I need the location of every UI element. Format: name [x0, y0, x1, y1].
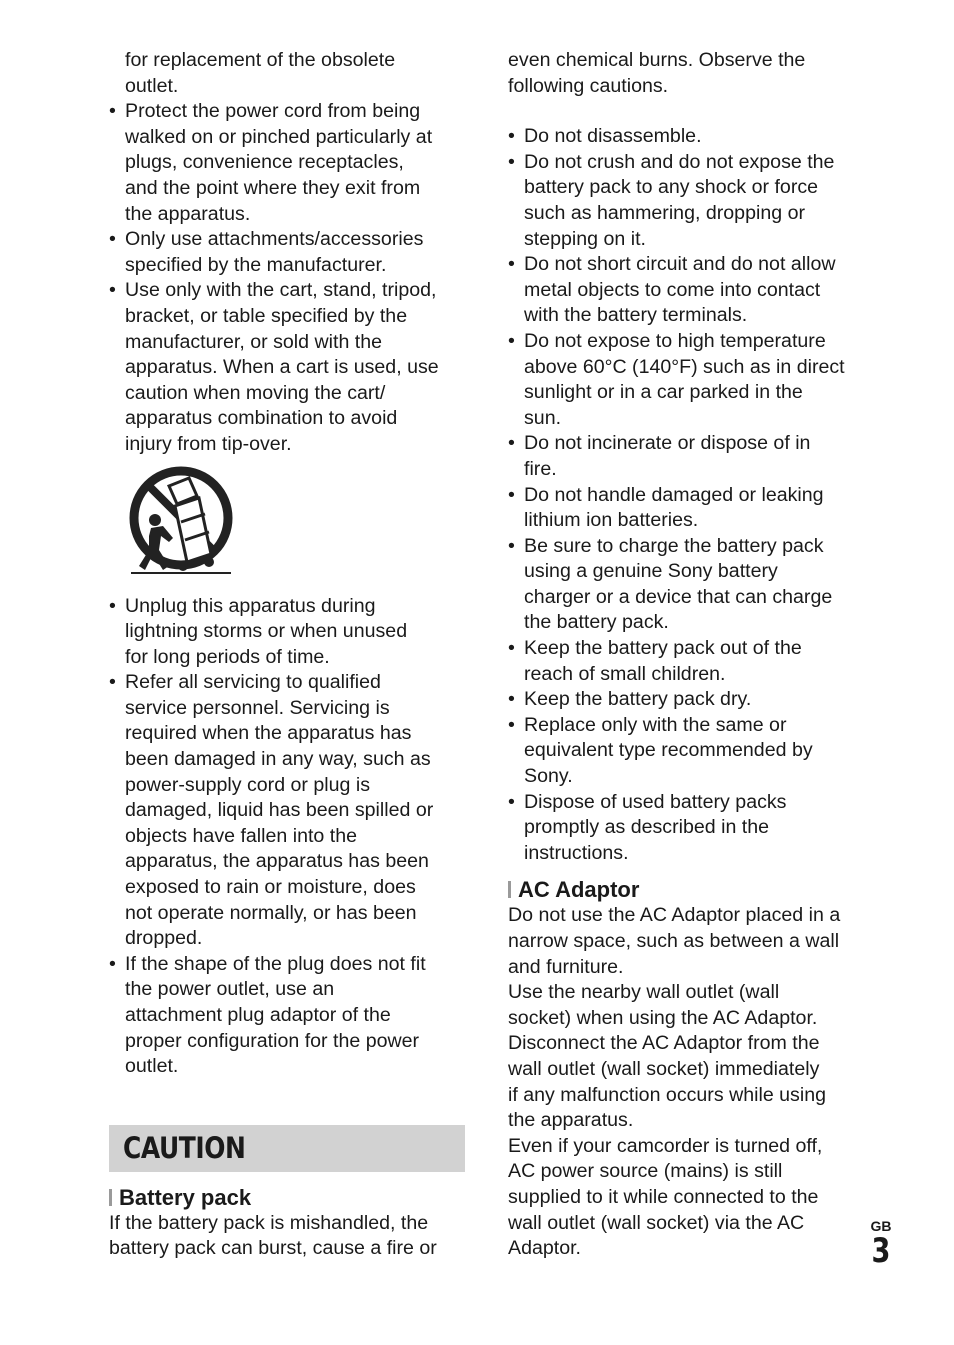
list-item-line: • Dispose of used battery packs	[524, 790, 787, 813]
list-item	[109, 594, 465, 671]
list-item	[508, 124, 864, 150]
list-item-line: above 60°C (140°F) such as in direct	[524, 355, 845, 378]
ac-adaptor-heading	[508, 876, 864, 903]
text-line: if any malfunction occurs while using	[508, 1083, 827, 1106]
list-item	[109, 952, 465, 1080]
list-item	[109, 227, 465, 278]
list-item-line: exposed to rain or moisture, does	[125, 876, 416, 899]
list-item-line: objects have fallen into the	[125, 824, 358, 847]
list-item-line: not operate normally, or has been	[125, 901, 417, 924]
list-item-line: caution when moving the cart/	[125, 381, 386, 404]
list-item-line: • Do not incinerate or dispose of in	[524, 432, 811, 455]
list-item-line: instructions.	[524, 841, 629, 864]
list-item-line: sun.	[524, 406, 562, 429]
list-item	[508, 329, 864, 431]
list-item-line: been damaged in any way, such as	[125, 748, 431, 771]
list-item-line: plugs, convenience receptacles,	[125, 151, 404, 174]
list-item-line: power-supply cord or plug is	[125, 773, 371, 796]
list-item-line: such as hammering, dropping or	[524, 201, 805, 224]
list-item-line: attachment plug adaptor of the	[125, 1004, 391, 1026]
list-item-line: stepping on it.	[524, 227, 647, 250]
list-item-line: specified by the manufacturer.	[125, 253, 387, 276]
list-item-line: apparatus combination to avoid	[125, 407, 398, 430]
list-item-line: • Use only with the cart, stand, tripod,	[125, 279, 437, 302]
list-item-line: the battery pack.	[524, 611, 669, 634]
cart-tip-over-warning-icon	[125, 466, 237, 578]
list-item-line: with the battery terminals.	[524, 304, 748, 327]
text-line: the apparatus.	[508, 1109, 634, 1132]
text-line: AC power source (mains) is still	[508, 1160, 783, 1183]
list-item-line: apparatus, the apparatus has been	[125, 850, 429, 873]
page-label	[868, 1218, 894, 1271]
left-bullet-list-b	[109, 594, 465, 1080]
caution-heading: CAUTION	[123, 1130, 246, 1165]
list-item-line: battery pack to any shock or force	[524, 176, 819, 199]
list-item	[508, 687, 864, 713]
list-item-line: the power outlet, use an	[125, 978, 335, 1001]
caution-banner	[109, 1125, 465, 1172]
text-line: and furniture.	[508, 955, 624, 978]
list-item-line: equivalent type recommended by	[524, 739, 813, 762]
right-intro-text	[508, 48, 864, 99]
text-line: outlet.	[125, 74, 179, 97]
list-item-line: for long periods of time.	[125, 645, 330, 668]
text-line: Adaptor.	[508, 1237, 581, 1260]
list-item	[508, 790, 864, 867]
text-line: wall outlet (wall socket) immediately	[508, 1057, 820, 1080]
list-item-line: service personnel. Servicing is	[125, 696, 390, 719]
list-item	[109, 670, 465, 952]
list-item-line: charger or a device that can charge	[524, 585, 833, 608]
list-item-line: • Do not disassemble.	[524, 125, 702, 148]
text-line: Do not use the AC Adaptor placed in a	[508, 904, 841, 927]
left-column	[109, 48, 465, 1262]
text-line: even chemical burns. Observe the	[508, 49, 806, 71]
list-item-line: proper configuration for the power	[125, 1029, 420, 1052]
list-item-line: metal objects to come into contact	[524, 278, 821, 301]
list-item-line: • Only use attachments/accessories	[125, 228, 424, 251]
list-item-line: Sony.	[524, 765, 573, 788]
list-item	[508, 636, 864, 687]
list-item-line: lithium ion batteries.	[524, 509, 699, 532]
list-item-line: • Unplug this apparatus during	[125, 594, 376, 617]
text-line: for replacement of the obsolete	[125, 49, 396, 71]
text-line: wall outlet (wall socket) via the AC	[508, 1211, 805, 1234]
list-item-line: apparatus. When a cart is used, use	[125, 356, 439, 379]
list-item	[109, 99, 465, 227]
list-item-line: using a genuine Sony battery	[524, 560, 778, 583]
list-item-line: sunlight or in a car parked in the	[524, 381, 803, 404]
list-item-line: and the point where they exit from	[125, 176, 421, 199]
list-item	[508, 252, 864, 329]
list-item-line: lightning storms or when unused	[125, 620, 408, 643]
page-number: 3	[871, 1231, 891, 1271]
list-item-line: required when the apparatus has	[125, 722, 412, 745]
ac-adaptor-heading-text: AC Adaptor	[518, 877, 640, 903]
text-line: following cautions.	[508, 74, 669, 97]
list-item-line: promptly as described in the	[524, 816, 770, 839]
list-item-line: • Protect the power cord from being	[125, 100, 421, 123]
list-item-line: • Do not short circuit and do not allow	[524, 253, 836, 276]
list-item	[508, 483, 864, 534]
heading-bar-marker	[109, 1189, 112, 1206]
list-item-line: damaged, liquid has been spilled or	[125, 799, 434, 822]
list-item-line: • Be sure to charge the battery pack	[524, 534, 824, 557]
text-line: If the battery pack is mishandled, the	[109, 1211, 429, 1234]
cart-figure	[109, 466, 465, 582]
list-item-line: walked on or pinched particularly at	[125, 125, 433, 148]
left-bullet-list-a	[109, 99, 465, 457]
spacer	[508, 99, 864, 124]
list-item-line: • If the shape of the plug does not fit	[125, 952, 426, 975]
battery-pack-heading	[109, 1184, 465, 1211]
battery-pack-text	[109, 1211, 465, 1262]
list-item-line: outlet.	[125, 1055, 179, 1078]
list-item	[508, 150, 864, 252]
battery-caution-list	[508, 124, 864, 866]
list-item-line: • Replace only with the same or	[524, 713, 787, 736]
right-column	[508, 48, 864, 1262]
text-line: Even if your camcorder is turned off,	[508, 1134, 823, 1157]
text-line: battery pack can burst, cause a fire or	[109, 1237, 437, 1260]
list-item	[508, 431, 864, 482]
list-item-line: fire.	[524, 457, 557, 480]
list-item-line: dropped.	[125, 927, 203, 950]
list-item-line: injury from tip-over.	[125, 432, 292, 455]
ac-adaptor-text	[508, 903, 864, 1261]
list-item-line: • Refer all servicing to qualified	[125, 671, 381, 694]
language-code: GB	[870, 1218, 892, 1234]
list-item-line: • Do not handle damaged or leaking	[524, 483, 824, 506]
list-item-line: • Keep the battery pack dry.	[524, 688, 752, 711]
battery-pack-heading-text: Battery pack	[119, 1184, 252, 1210]
list-item-line: the apparatus.	[125, 202, 251, 225]
text-line: Disconnect the AC Adaptor from the	[508, 1032, 820, 1055]
list-item	[109, 278, 465, 457]
list-item-line: • Keep the battery pack out of the	[524, 637, 802, 660]
text-line: socket) when using the AC Adaptor.	[508, 1006, 818, 1029]
text-line: supplied to it while connected to the	[508, 1185, 819, 1208]
list-item	[508, 713, 864, 790]
left-intro-text	[109, 48, 465, 99]
list-item-line: • Do not expose to high temperature	[524, 329, 826, 352]
list-item-line: bracket, or table specified by the	[125, 304, 408, 327]
heading-bar-marker	[508, 881, 511, 898]
list-item	[508, 534, 864, 636]
text-line: Use the nearby wall outlet (wall	[508, 981, 780, 1004]
text-line: narrow space, such as between a wall	[508, 930, 840, 952]
list-item-line: • Do not crush and do not expose the	[524, 150, 835, 173]
list-item-line: manufacturer, or sold with the	[125, 330, 383, 353]
list-item-line: reach of small children.	[524, 662, 726, 685]
